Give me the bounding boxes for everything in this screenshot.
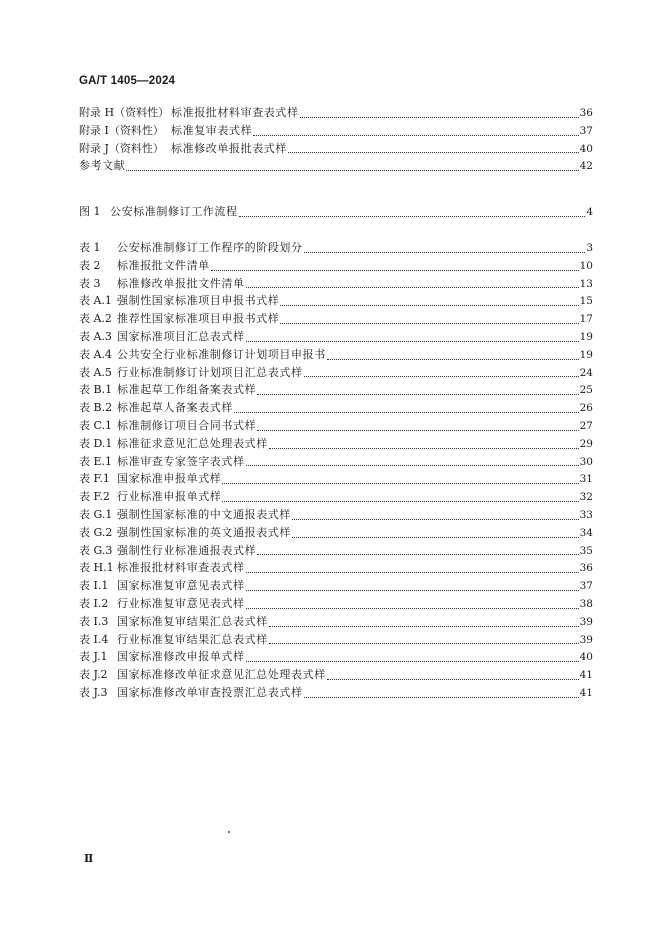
dot-leader (246, 340, 579, 342)
toc-entry-page-number: 29 (579, 437, 593, 450)
toc-entry (79, 595, 593, 613)
toc-entry-label: 表 J.2 (79, 668, 108, 682)
toc-entry-label: 表 2 (79, 258, 101, 272)
toc-entry-page-number: 36 (579, 562, 593, 575)
toc-entry-page-number: 24 (579, 366, 593, 379)
toc-entry-page-number: 33 (579, 508, 593, 521)
toc-entry-page-number: 42 (579, 160, 593, 173)
toc-entry-page-number: 15 (579, 295, 593, 308)
toc-entry (79, 122, 593, 140)
dot-leader (246, 286, 579, 288)
dot-leader (280, 322, 578, 324)
toc-entry (79, 292, 593, 310)
toc-entry (79, 559, 593, 577)
dot-leader (222, 482, 578, 484)
toc-entry-page-number: 31 (579, 473, 593, 486)
toc-entry-label: 表 B.2 (79, 401, 113, 415)
toc-entry-page-number: 35 (579, 544, 593, 557)
toc-entry-page-number: 41 (579, 686, 593, 699)
toc-entry-label: 表 A.3 (79, 329, 112, 343)
toc-entry (79, 684, 593, 702)
toc-entry-page-number: 39 (579, 633, 593, 646)
dot-leader (239, 215, 586, 217)
toc-entry-title: 标准复审表式样 (171, 123, 253, 137)
toc-entry-title: 标准修改单报批表式样 (171, 141, 287, 155)
toc-entry-page-number: 41 (579, 669, 593, 682)
toc-entry-page-number: 34 (579, 526, 593, 539)
toc-entry-page-number: 40 (579, 651, 593, 664)
toc-entry-title: 国家标准修改单征求意见汇总处理表式样 (117, 668, 326, 682)
page-number: Ⅱ (84, 852, 94, 865)
dot-leader (304, 251, 586, 253)
toc-entry-title: 行业标准制修订计划项目汇总表式样 (117, 365, 303, 379)
toc-entry (79, 666, 593, 684)
toc-entry-label: 表 C.1 (79, 418, 113, 432)
dot-leader (304, 375, 579, 377)
dot-leader (269, 625, 579, 627)
toc-entry (79, 104, 593, 122)
toc-entry-title: 标准征求意见汇总处理表式样 (117, 436, 268, 450)
dot-leader (126, 169, 578, 171)
toc-entry-label: 表 F.2 (79, 490, 110, 504)
toc-entry-page-number: 37 (579, 580, 593, 593)
toc-entry-title: 国家标准复审意见表式样 (117, 579, 245, 593)
toc-entry-label: 表 B.1 (79, 383, 113, 397)
toc-entry-label: 表 I.1 (79, 579, 109, 593)
document-code: GA/T 1405—2024 (79, 75, 176, 87)
toc-entry-label: 图 1 (79, 205, 101, 218)
toc-entry-title: 国家标准项目汇总表式样 (117, 329, 245, 343)
toc-entry-page-number: 30 (579, 455, 593, 468)
dot-leader (234, 411, 579, 413)
dot-leader (253, 134, 578, 136)
toc-entry-page-number: 36 (579, 107, 593, 119)
toc-entry-title: 公共安全行业标准制修订计划项目申报书 (117, 347, 326, 361)
toc-entry-label: 表 E.1 (79, 454, 113, 468)
toc-entry-label: 表 D.1 (79, 436, 113, 450)
toc-entry-page-number: 27 (579, 419, 593, 432)
toc-entry-page-number: 38 (579, 597, 593, 610)
dot-leader (246, 589, 579, 591)
toc-table-list (79, 239, 593, 702)
dot-leader (246, 571, 579, 573)
toc-entry-title: 标准报批材料审查表式样 (117, 561, 245, 575)
toc-entry (79, 488, 593, 506)
toc-entry-label: 表 G.2 (79, 525, 113, 539)
toc-entry (79, 275, 593, 293)
dot-leader (257, 553, 578, 555)
dot-leader (211, 269, 579, 271)
toc-entry (79, 140, 593, 158)
dot-leader (300, 116, 579, 118)
toc-entry-title: 标准起草人备案表式样 (117, 401, 233, 415)
dot-leader (246, 660, 579, 662)
dot-leader (288, 151, 579, 153)
toc-entry (79, 203, 593, 221)
toc-entry-title: 标准审查专家签字表式样 (117, 454, 245, 468)
toc-entry (79, 328, 593, 346)
toc-entry (79, 310, 593, 328)
toc-entry-label: 表 I.3 (79, 614, 109, 628)
dot-leader (304, 696, 579, 698)
toc-entry (79, 631, 593, 649)
toc-entry-title: 强制性国家标准的英文通报表式样 (117, 525, 291, 539)
toc-entry-label: 附录 H（资料性） (79, 106, 170, 119)
toc-entry-title: 国家标准修改申报单式样 (117, 650, 245, 664)
toc-entry (79, 648, 593, 666)
toc-entry-title: 标准起草工作组备案表式样 (117, 383, 257, 397)
toc-entry-title: 行业标准复审意见表式样 (117, 596, 245, 610)
print-speck (228, 831, 230, 833)
toc-figure-list (79, 203, 593, 221)
toc-entry (79, 453, 593, 471)
toc-entry-page-number: 19 (579, 348, 593, 361)
toc-entry-label: 表 A.2 (79, 312, 112, 326)
dot-leader (280, 304, 578, 306)
dot-leader (257, 393, 578, 395)
toc-entry-title: 标准修改单报批文件清单 (117, 276, 245, 290)
toc-entry (79, 399, 593, 417)
toc-entry-label: 表 3 (79, 276, 101, 290)
dot-leader (257, 429, 578, 431)
toc-entry-page-number: 32 (579, 491, 593, 504)
toc-entry (79, 542, 593, 560)
toc-entry-page-number: 17 (579, 313, 593, 326)
toc-entry-title: 推荐性国家标准项目申报书式样 (117, 312, 280, 326)
toc-entry-title: 国家标准复审结果汇总表式样 (117, 614, 268, 628)
toc-entry-label: 表 J.1 (79, 650, 108, 664)
toc-entry-page-number: 40 (579, 142, 593, 155)
dot-leader (292, 518, 579, 520)
toc-entry-title: 强制性国家标准项目申报书式样 (117, 294, 280, 308)
toc-entry-label: 表 G.1 (79, 507, 113, 521)
toc-entry-title: 行业标准复审结果汇总表式样 (117, 632, 268, 646)
toc-entry-label: 表 A.5 (79, 365, 112, 379)
toc-entry-label: 表 F.1 (79, 472, 110, 486)
toc-entry (79, 364, 593, 382)
dot-leader (327, 678, 579, 680)
dot-leader (269, 642, 579, 644)
toc-entry (79, 613, 593, 631)
toc-entry-label: 附录 I（资料性） (79, 123, 164, 137)
dot-leader (246, 607, 579, 609)
toc-entry-title: 公安标准制修订工作程序的阶段划分 (117, 241, 303, 254)
toc-entry-label: 表 A.1 (79, 294, 112, 308)
toc-entry-title: 标准制修订项目合同书式样 (117, 418, 257, 432)
toc-entry-title: 行业标准申报单式样 (117, 490, 222, 504)
toc-entry-page-number: 3 (586, 242, 593, 254)
toc-entry (79, 577, 593, 595)
toc-entry (79, 381, 593, 399)
toc-entry-label: 附录 J（资料性） (79, 141, 164, 155)
dot-leader (222, 500, 578, 502)
toc-entry-page-number: 37 (579, 124, 593, 137)
toc-entry-title: 强制性国家标准的中文通报表式样 (117, 507, 291, 521)
toc-entry-title: 国家标准修改单审查投票汇总表式样 (117, 685, 303, 699)
toc-appendix-list (79, 104, 593, 175)
toc-entry (79, 470, 593, 488)
toc-entry (79, 417, 593, 435)
dot-leader (292, 536, 579, 538)
toc-entry-page-number: 26 (579, 402, 593, 415)
toc-entry (79, 524, 593, 542)
toc-entry-page-number: 10 (579, 259, 593, 272)
toc-entry-title: 参考文献 (79, 159, 126, 173)
toc-entry (79, 157, 593, 175)
toc-entry-title: 标准报批材料审查表式样 (171, 106, 299, 119)
toc-entry-title: 标准报批文件清单 (117, 258, 210, 272)
dot-leader (246, 464, 579, 466)
toc-entry-page-number: 25 (579, 384, 593, 397)
toc-entry-label: 表 1 (79, 241, 101, 254)
toc-entry (79, 435, 593, 453)
toc-entry (79, 239, 593, 257)
dot-leader (269, 447, 579, 449)
toc-entry (79, 346, 593, 364)
toc-entry (79, 506, 593, 524)
toc-entry-title: 国家标准申报单式样 (117, 472, 222, 486)
toc-entry-page-number: 13 (579, 277, 593, 290)
toc-entry-label: 表 I.2 (79, 596, 109, 610)
toc-entry-label: 表 I.4 (79, 632, 109, 646)
toc-entry-label: 表 G.3 (79, 543, 113, 557)
toc-entry-title: 公安标准制修订工作流程 (110, 205, 238, 218)
toc-entry-label: 表 H.1 (79, 561, 114, 575)
toc-entry-page-number: 19 (579, 330, 593, 343)
toc-entry-page-number: 39 (579, 615, 593, 628)
dot-leader (327, 358, 579, 360)
toc-entry-label: 表 A.4 (79, 347, 112, 361)
toc-entry (79, 257, 593, 275)
toc-entry-page-number: 4 (586, 206, 593, 218)
toc-entry-title: 强制性行业标准通报表式样 (117, 543, 257, 557)
toc-entry-label: 表 J.3 (79, 685, 108, 699)
